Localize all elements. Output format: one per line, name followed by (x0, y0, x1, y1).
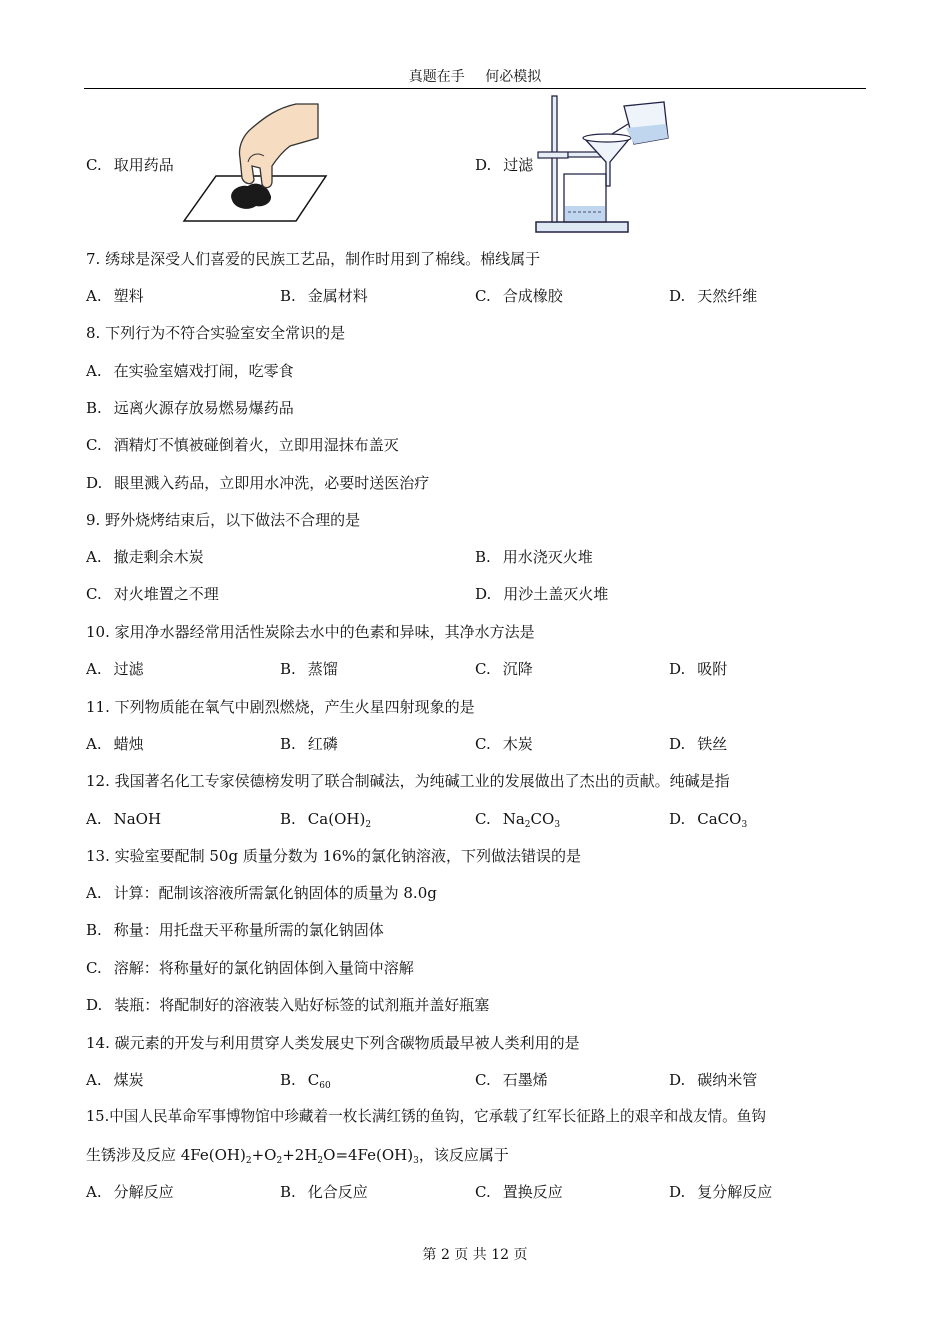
q7-option-b: B. 金属材料 (280, 287, 368, 305)
q14-option-a: A. 煤炭 (86, 1071, 144, 1089)
header-left: 真题在手 (408, 69, 465, 85)
q15-stem-line2: 生锈涉及反应 $4Fe(OH)_2+O_2+2H_2O=4Fe(OH)_3$，该反应属于 (86, 1146, 509, 1166)
q8-option-a: A. 在实验室嬉戏打闹，吃零食 (86, 362, 294, 380)
q7-stem: 7. 绣球是深受人们喜爱的民族工艺品，制作时用到了棉线。棉线属于 (86, 250, 541, 268)
q11-stem: 11. 下列物质能在氧气中剧烈燃烧，产生火星四射现象的是 (86, 698, 475, 716)
q15-option-c: C. 置换反应 (475, 1183, 563, 1201)
page-footer: 第 2 页 共 12 页 (422, 1247, 528, 1263)
q9-stem: 9. 野外烧烤结束后，以下做法不合理的是 (86, 511, 361, 529)
q7-option-c: C. 合成橡胶 (475, 287, 563, 305)
q13-option-d: D. 装瓶：将配制好的溶液装入贴好标签的试剂瓶并盖好瓶塞 (86, 996, 490, 1014)
filtration-apparatus-illustration (530, 94, 680, 236)
q10-option-b: B. 蒸馏 (280, 660, 338, 678)
q11-option-d: D. 铁丝 (669, 735, 728, 753)
q9-option-a: A. 撤走剩余木炭 (86, 548, 204, 566)
q6-option-c: C. 取用药品 (86, 156, 174, 174)
q8-option-d: D. 眼里溅入药品，立即用水冲洗，必要时送医治疗 (86, 474, 430, 492)
header-right: 何必模拟 (485, 69, 542, 85)
q9-option-b: B. 用水浇灭火堆 (475, 548, 593, 566)
q7-option-d: D. 天然纤维 (669, 287, 758, 305)
q14-option-b: B. $C_{60}$ (280, 1071, 331, 1091)
q10-option-c: C. 沉降 (475, 660, 533, 678)
q9-option-d: D. 用沙土盖灭火堆 (475, 585, 609, 603)
hand-taking-chemical-illustration (178, 102, 330, 224)
q9-option-c: C. 对火堆置之不理 (86, 585, 219, 603)
q15-option-d: D. 复分解反应 (669, 1183, 773, 1201)
q12-option-a: A. NaOH (86, 810, 162, 828)
q13-option-a: A. 计算：配制该溶液所需氯化钠固体的质量为 8.0g (86, 884, 437, 902)
header-rule (84, 88, 866, 89)
q15-stem-line1: 15.中国人民革命军事博物馆中珍藏着一枚长满红锈的鱼钩，它承载了红军长征路上的艰辛和战友情。鱼钩 (86, 1108, 766, 1125)
q8-stem: 8. 下列行为不符合实验室安全常识的是 (86, 324, 346, 342)
q13-stem: 13. 实验室要配制 50g 质量分数为 16%的氯化钠溶液，下列做法错误的是 (86, 847, 581, 865)
q15-option-b: B. 化合反应 (280, 1183, 368, 1201)
q11-option-c: C. 木炭 (475, 735, 533, 753)
q8-option-b: B. 远离火源存放易燃易爆药品 (86, 399, 294, 417)
q14-option-c: C. 石墨烯 (475, 1071, 548, 1089)
q7-option-a: A. 塑料 (86, 287, 144, 305)
q13-option-c: C. 溶解：将称量好的氯化钠固体倒入量筒中溶解 (86, 959, 414, 977)
q11-option-b: B. 红磷 (280, 735, 338, 753)
q12-stem: 12. 我国著名化工专家侯德榜发明了联合制碱法，为纯碱工业的发展做出了杰出的贡献。纯碱是指 (86, 772, 730, 790)
page-header (0, 66, 950, 86)
q15-option-a: A. 分解反应 (86, 1183, 174, 1201)
q12-option-b: B. $Ca(OH)_2$ (280, 810, 372, 830)
q14-option-d: D. 碳纳米管 (669, 1071, 758, 1089)
q10-option-a: A. 过滤 (86, 660, 144, 678)
q13-option-b: B. 称量：用托盘天平称量所需的氯化钠固体 (86, 921, 384, 939)
q10-stem: 10. 家用净水器经常用活性炭除去水中的色素和异味，其净水方法是 (86, 623, 535, 641)
q8-option-c: C. 酒精灯不慎被碰倒着火，立即用湿抹布盖灭 (86, 436, 399, 454)
q10-option-d: D. 吸附 (669, 660, 728, 678)
q12-option-d: D. CaCO$_3$ (669, 810, 748, 830)
q12-option-c: C. $Na_2CO_3$ (475, 810, 561, 830)
q11-option-a: A. 蜡烛 (86, 735, 144, 753)
q6-option-d: D. 过滤 (475, 156, 534, 174)
q14-stem: 14. 碳元素的开发与利用贯穿人类发展史下列含碳物质最早被人类利用的是 (86, 1034, 580, 1052)
